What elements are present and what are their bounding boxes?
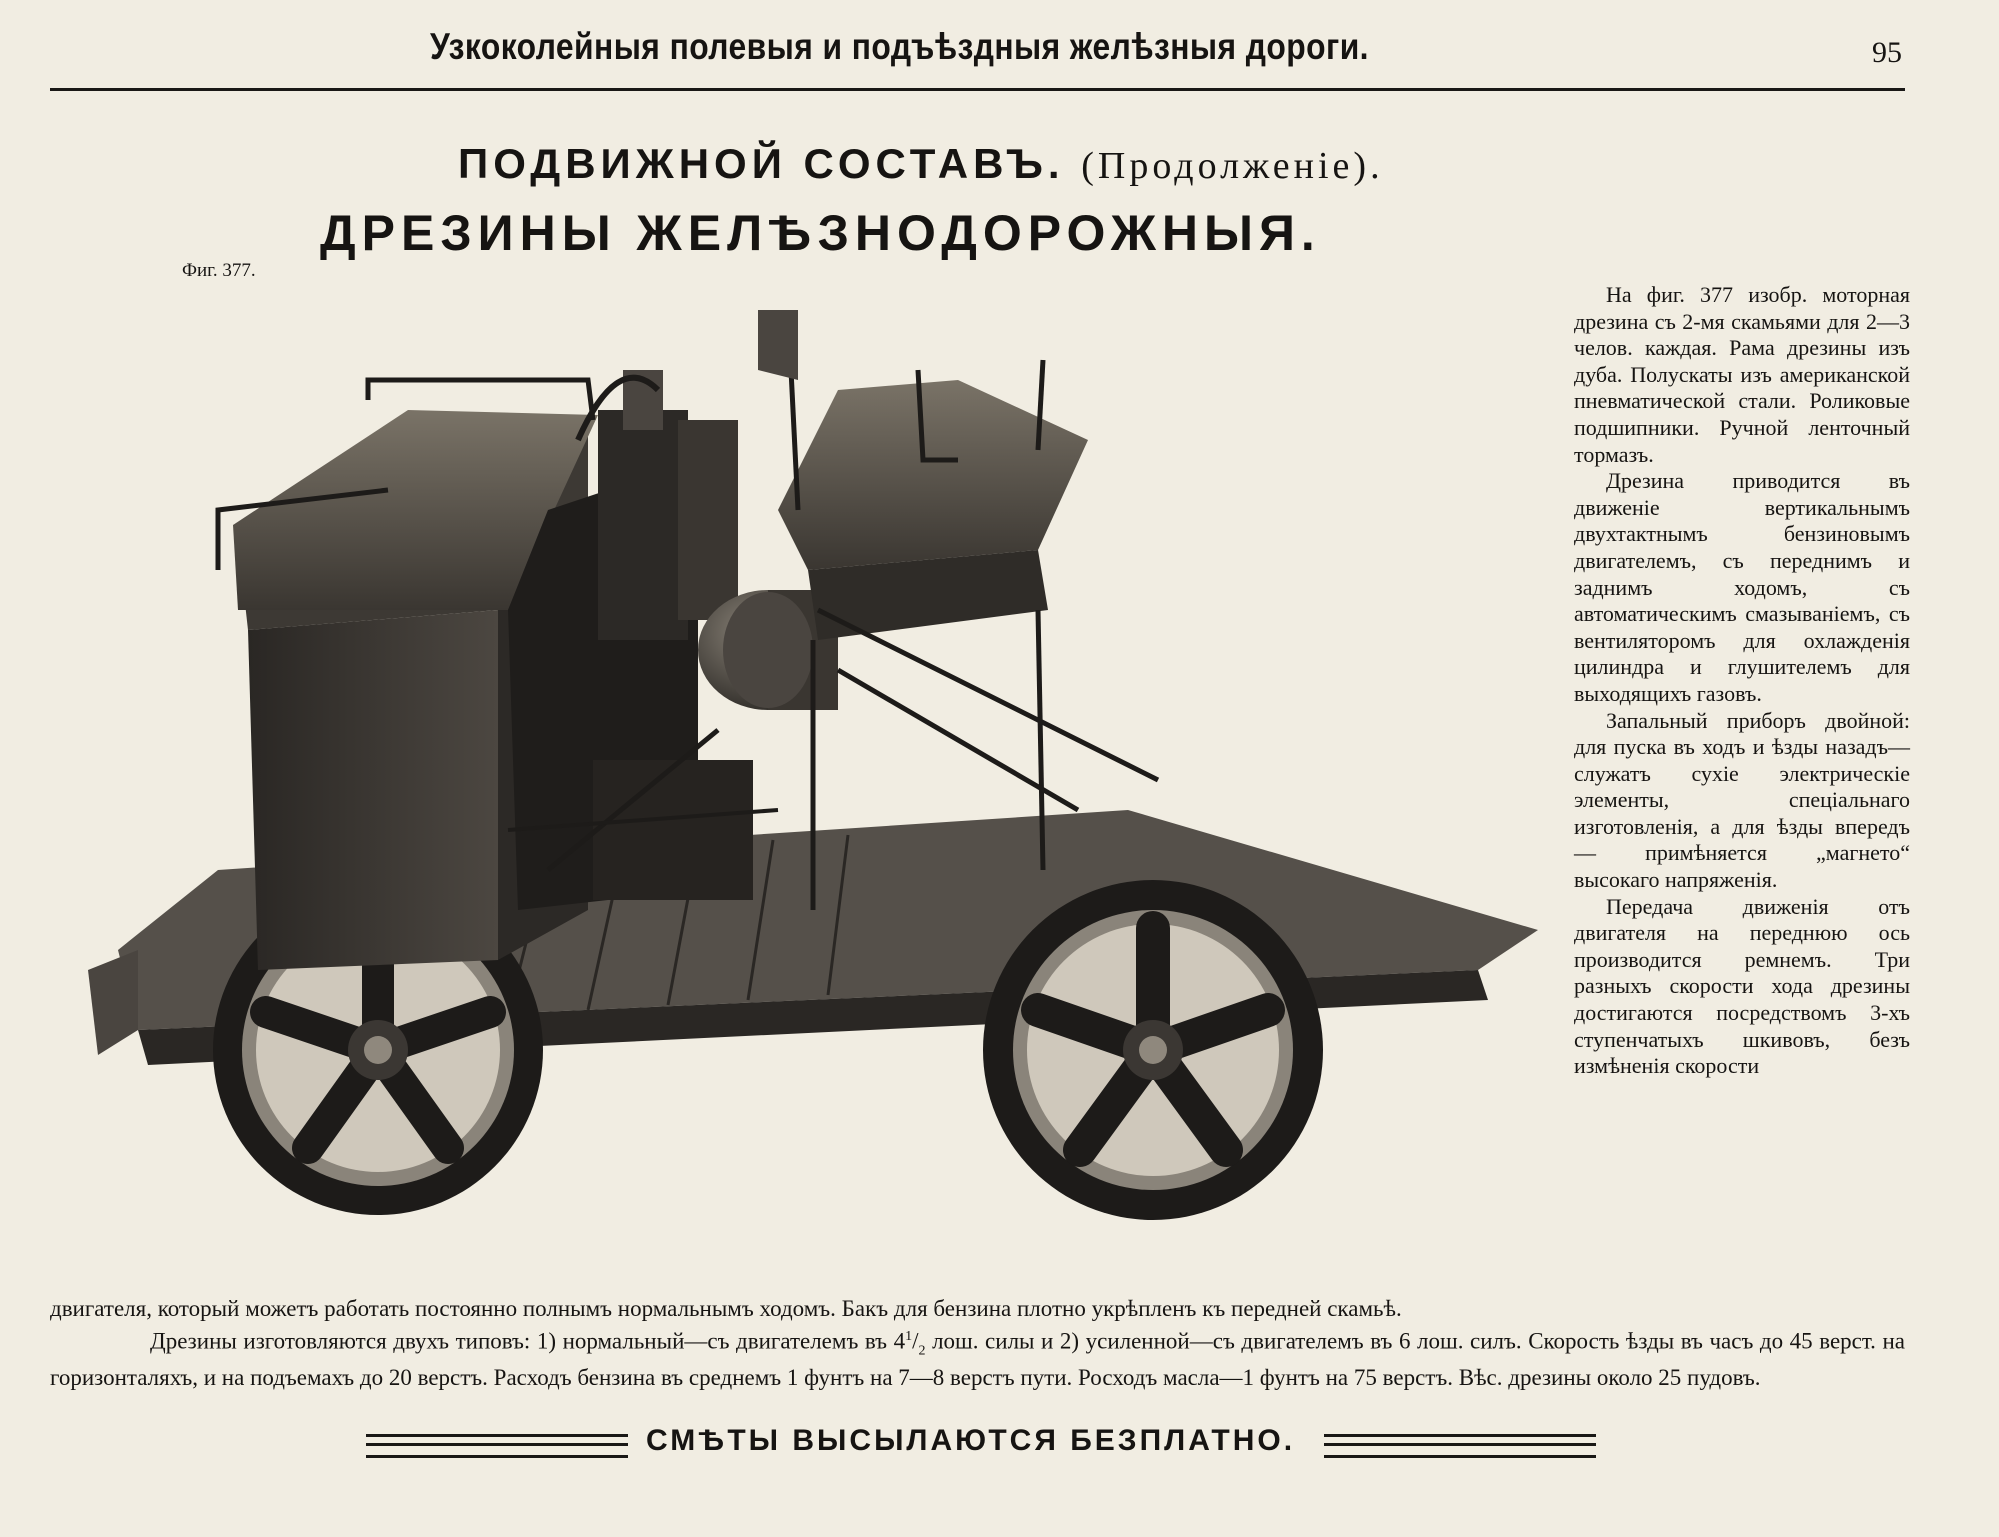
description-column bbox=[1574, 282, 1910, 1080]
fraction-numerator: 1 bbox=[905, 1328, 913, 1344]
page-number: 95 bbox=[1872, 36, 1902, 69]
paragraph: На фиг. 377 изобр. моторная дрезина съ 2-мя скамьями для 2—3 челов. каждая. Рама дрезины изъ дуба. Полускаты изъ американской пневматической стали. Роликовые подшипники. Ручной ленточный тормазъ. bbox=[1574, 282, 1910, 467]
lower-text bbox=[50, 1295, 1905, 1392]
draisine-photograph bbox=[78, 310, 1548, 1230]
page-title: ДРЕЗИНЫ ЖЕЛѢЗНОДОРОЖНЫЯ. bbox=[320, 205, 1321, 261]
running-title: Узкоколейныя полевыя и подъѣздныя желѣзныя дороги. bbox=[430, 26, 1369, 67]
paragraph: Запальный приборъ двойной: для пуска въ ходъ и ѣзды назадъ—служатъ сухіе электрическіе элементы, спеціальнаго изготовленія, а для ѣзды впередъ — примѣняется „магнето“ высокаго напряженія. bbox=[1574, 707, 1910, 893]
paragraph-continuation: двигателя, который можетъ работать постоянно полнымъ нормальнымъ ходомъ. Бакъ для бензина плотно укрѣпленъ къ передней скамьѣ. bbox=[50, 1296, 1402, 1321]
paragraph: Дрезина приводится въ движеніе вертикальнымъ двухтактнымъ бензиновымъ двигателемъ, съ переднимъ и заднимъ ходомъ, съ автоматическимъ смазываніемъ, съ вентиляторомъ для охлажденія цилиндра и глушителемъ для выходящихъ газовъ. bbox=[1574, 468, 1910, 706]
section-title-continued: (Продолженіе). bbox=[1081, 145, 1384, 187]
footer-text: СМѢТЫ ВЫСЫЛАЮТСЯ БЕЗПЛАТНО. bbox=[646, 1424, 1296, 1457]
figure-label: Фиг. 377. bbox=[182, 260, 256, 281]
header-rule bbox=[50, 88, 1905, 91]
paragraph: Передача движенія отъ двигателя на переднюю ось производится ремнемъ. Три разныхъ скорости хода дрезины достигаются посредствомъ 3-хъ ступенчатыхъ шкивовъ, безъ измѣненія скорости bbox=[1574, 893, 1910, 1079]
footer-banner bbox=[366, 1426, 1596, 1466]
footer-rule-right bbox=[1324, 1434, 1596, 1458]
rear-wheel bbox=[983, 880, 1323, 1220]
section-title-main: ПОДВИЖНОЙ СОСТАВЪ. bbox=[458, 140, 1065, 187]
fraction-denominator: 2 bbox=[918, 1342, 926, 1358]
footer-rule-left bbox=[366, 1434, 628, 1458]
text-segment: Дрезины изготовляются двухъ типовъ: 1) нормальный—съ двигателемъ въ 4 bbox=[150, 1328, 906, 1354]
section-title bbox=[458, 140, 1384, 188]
paragraph-types: Дрезины изготовляются двухъ типовъ: 1) нормальный—съ двигателемъ въ $4^1/_2$ лош. силы и 2) усиленной—съ двигателемъ въ 6 лош. силъ. Скорость ѣзды въ часъ до 45 верст. на горизонталяхъ, и на подъемахъ до 20 верстъ. Расходъ бензина въ среднемъ 1 фунтъ на 7—8 верстъ пути. Росходъ масла—1 фунтъ на 75 верстъ. Вѣс. дрезины около 25 пудовъ. bbox=[50, 1328, 1905, 1391]
text-segment: лош. силы и 2) усиленной—съ двигателемъ въ 6 лош. силъ. Скорость ѣзды въ часъ до 45 верст. на горизонталяхъ, и на подъемахъ до 20 верстъ. Расходъ бензина въ среднемъ 1 фунтъ на 7—8 верстъ пути. Росходъ масла—1 фунтъ на 75 верстъ. Вѣс. дрезины около 25 пудовъ. bbox=[50, 1328, 1905, 1391]
